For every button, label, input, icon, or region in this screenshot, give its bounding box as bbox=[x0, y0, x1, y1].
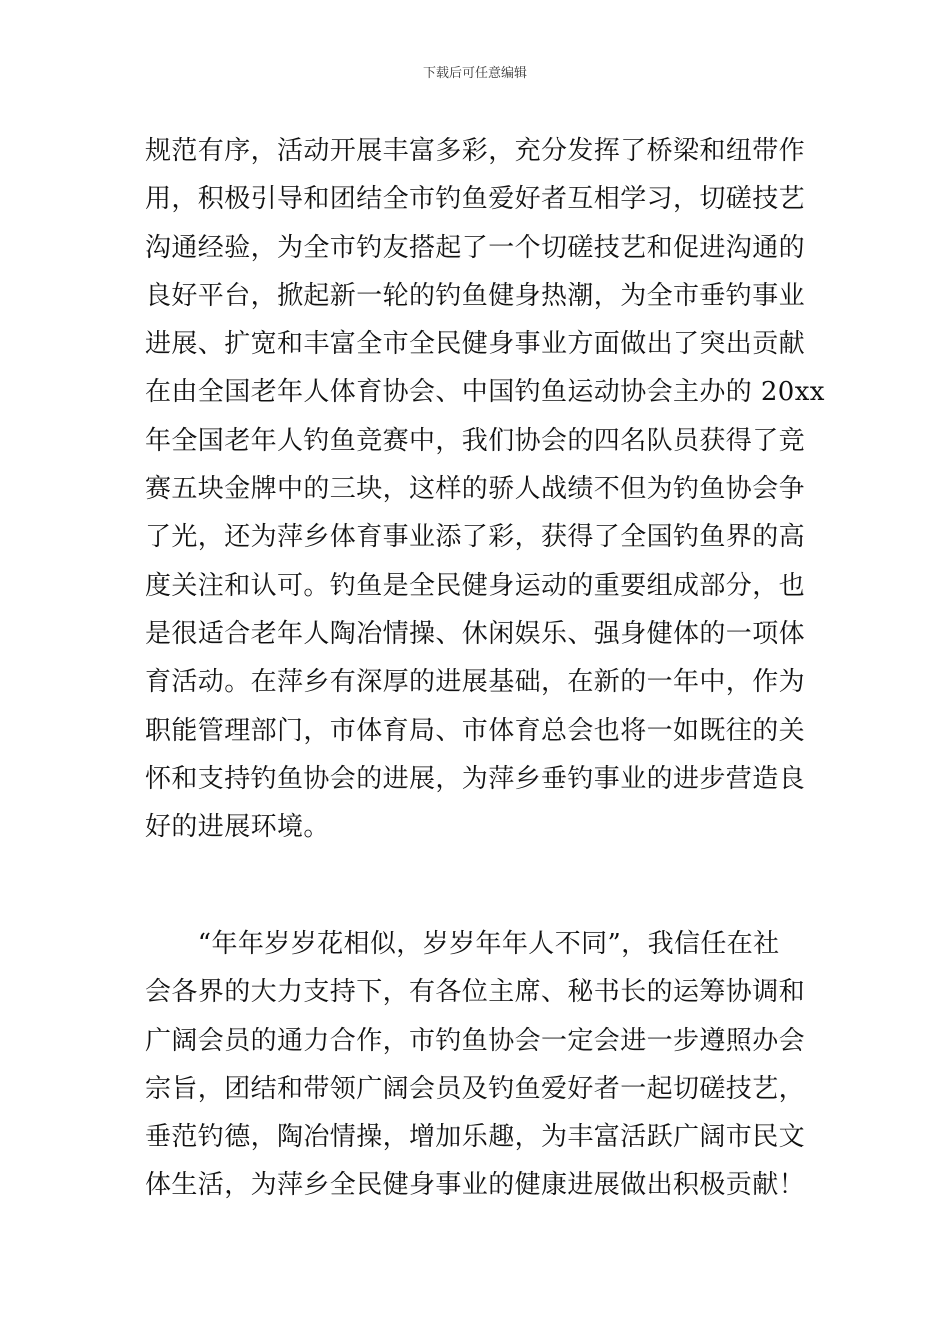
page-header: 下载后可任意编辑 bbox=[422, 66, 527, 81]
text-line: 垂范钓德，陶冶情操，增加乐趣，为丰富活跃广阔市民文 bbox=[145, 1122, 806, 1153]
text-line: 规范有序，活动开展丰富多彩，充分发挥了桥梁和纽带作 bbox=[145, 136, 806, 166]
text-line: 进展、扩宽和丰富全市全民健身事业方面做出了突出贡献 bbox=[145, 329, 806, 360]
text-line: 用，积极引导和团结全市钓鱼爱好者互相学习，切磋技艺 bbox=[145, 184, 806, 215]
text-line: 年全国老年人钓鱼竞赛中，我们协会的四名队员获得了竞 bbox=[145, 425, 806, 456]
text-line: 沟通经验，为全市钓友搭起了一个切磋技艺和促进沟通的 bbox=[145, 232, 806, 263]
text-line: 会各界的大力支持下，有各位主席、秘书长的运筹协调和 bbox=[145, 977, 806, 1008]
text-line: 好的进展环境。 bbox=[145, 812, 330, 843]
text-line: 赛五块金牌中的三块，这样的骄人战绩不但为钓鱼协会争 bbox=[145, 474, 806, 505]
text-line: 良好平台，掀起新一轮的钓鱼健身热潮，为全市垂钓事业 bbox=[145, 280, 806, 311]
text-line: 度关注和认可。钓鱼是全民健身运动的重要组成部分，也 bbox=[145, 570, 806, 601]
text-line: 在由全国老年人体育协会、中国钓鱼运动协会主办的 20xx bbox=[145, 377, 825, 408]
text-line: 怀和支持钓鱼协会的进展，为萍乡垂钓事业的进步营造良 bbox=[145, 763, 806, 794]
text-line: “年年岁岁花相似，岁岁年年人不同”，我信任在社 bbox=[145, 929, 780, 959]
text-line: 是很适合老年人陶冶情操、休闲娱乐、强身健体的一项体 bbox=[145, 618, 806, 649]
paragraph-2 bbox=[145, 920, 817, 1210]
text-line: 职能管理部门，市体育局、市体育总会也将一如既往的关 bbox=[145, 715, 806, 746]
text-line: 广阔会员的通力合作，市钓鱼协会一定会进一步遵照办会 bbox=[145, 1025, 806, 1056]
paragraph-1 bbox=[145, 127, 825, 851]
text-line: 了光，还为萍乡体育事业添了彩，获得了全国钓鱼界的高 bbox=[145, 522, 806, 553]
text-line: 育活动。在萍乡有深厚的进展基础，在新的一年中，作为 bbox=[145, 667, 806, 698]
text-line: 宗旨，团结和带领广阔会员及钓鱼爱好者一起切磋技艺， bbox=[145, 1073, 806, 1104]
text-line: 体生活，为萍乡全民健身事业的健康进展做出积极贡献！ bbox=[145, 1170, 806, 1201]
